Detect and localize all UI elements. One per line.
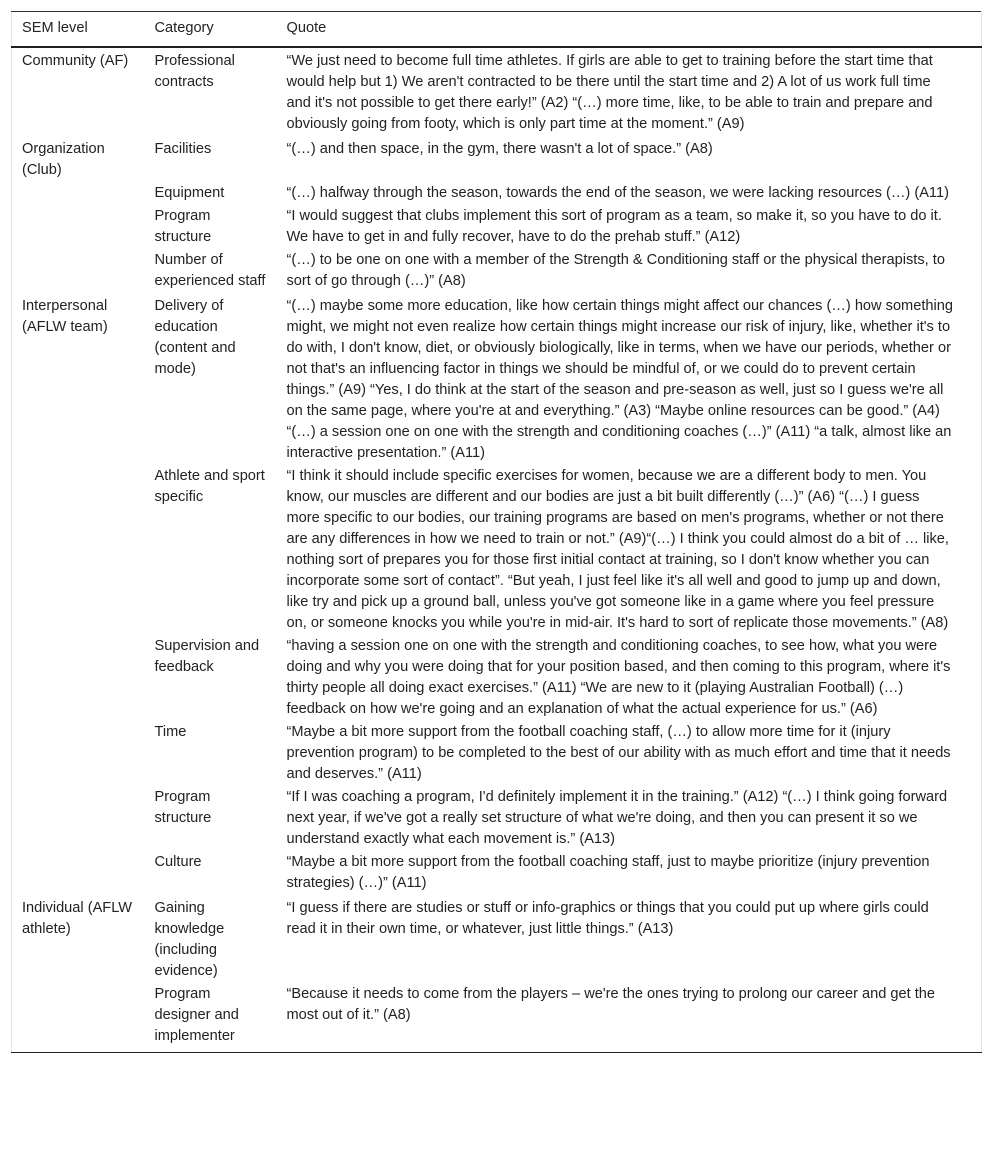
quote-cell: “(…) halfway through the season, towards the end of the season, we were lacking resources (…) (A11) <box>286 185 949 201</box>
category-cell: Number of experienced staff <box>154 252 266 289</box>
category-cell: Supervision and feedback <box>154 638 260 675</box>
table-row <box>12 786 982 851</box>
sem-level-cell <box>12 851 145 895</box>
table-row <box>12 895 982 983</box>
quote-cell: “Because it needs to come from the players – we're the ones trying to prolong our career and get the most out of it.” (A8) <box>286 986 936 1023</box>
sem-level-cell <box>12 182 145 205</box>
table-row <box>12 249 982 293</box>
quote-cell: “I think it should include specific exercises for women, because we are a different body to men. You know, our muscles are different and our bodies are just a bit built differently (…)” (A6) “(…) I guess more specific to our bodies, our training programs are based on men's programs, whether or not there are any differences in how we need to train or not.” (A9)“(…) I think you could almost do a bit of … like, nothing sort of prepares you for those first initial contact at training, so I don't know whether you can incorporate some sort of contact”. “But yeah, I just feel like it's all well and good to jump up and down, like try and pick up a ground ball, unless you've got someone like in a game where you feel pressure on, or someone knocks you while you're in mid-air. It's hard to sort of replicate those movements.” (A8) <box>286 468 949 631</box>
sem-level-cell <box>12 205 145 249</box>
sem-level-cell <box>12 983 145 1053</box>
category-cell: Delivery of education (content and mode) <box>154 298 236 377</box>
table-row <box>12 205 982 249</box>
table-row <box>12 851 982 895</box>
table-row <box>12 983 982 1053</box>
quote-cell: “(…) to be one on one with a member of the Strength & Conditioning staff or the physical therapists, to sort of go through (…)” (A8) <box>286 252 945 289</box>
header-category: Category <box>145 12 277 48</box>
header-quote: Quote <box>277 12 982 48</box>
sem-level-cell <box>12 249 145 293</box>
quote-cell: “If I was coaching a program, I'd definitely implement it in the training.” (A12) “(…) I think going forward next year, if we've got a really set structure of what we're doing, and then you can present it so we understand exactly what each movement is.” (A13) <box>286 789 948 847</box>
quote-cell: “Maybe a bit more support from the football coaching staff, just to maybe prioritize (injury prevention strategies) (…)” (A11) <box>286 854 930 891</box>
category-cell: Program structure <box>154 789 212 826</box>
quote-cell: “(…) and then space, in the gym, there wasn't a lot of space.” (A8) <box>286 141 713 157</box>
sem-level-cell <box>12 721 145 786</box>
category-cell: Culture <box>154 854 202 870</box>
quote-cell: “I guess if there are studies or stuff or info-graphics or things that you could put up where girls could read it in their own time, or whatever, just little things.” (A13) <box>286 900 929 937</box>
category-cell: Athlete and sport specific <box>154 468 265 505</box>
category-cell: Program structure <box>154 208 212 245</box>
category-cell: Professional contracts <box>154 53 235 90</box>
sem-quotes-table <box>11 11 982 1053</box>
category-cell: Program designer and implementer <box>154 986 239 1044</box>
category-cell: Time <box>154 724 187 740</box>
quote-cell: “We just need to become full time athletes. If girls are able to get to training before the start time that would help but 1) We aren't contracted to be there until the start time and 2) A lot of us work full time and it's not possible to get there early!” (A2) “(…) more time, like, to be able to train and prepare and obviously going from footy, which is only part time at the moment.” (A9) <box>286 53 933 132</box>
table-row <box>12 136 982 182</box>
table-row <box>12 635 982 721</box>
quote-cell: “having a session one on one with the strength and conditioning coaches, to see how, what you were doing and why you were doing that for your position based, and then coming to this program, where it's thirty people all doing exact exercises.” (A11) “We are new to it (playing Australian Football) (…) feedback on how we're going and an explanation of what the actual experience for us.” (A6) <box>286 638 951 717</box>
table-row <box>12 293 982 465</box>
quote-cell: “Maybe a bit more support from the football coaching staff, (…) to allow more time for it (injury prevention program) to be completed to the best of our ability with as much effort and time that it needs and deserves.” (A11) <box>286 724 951 782</box>
sem-level-cell: Organization (Club) <box>22 141 105 178</box>
quotes-table-container <box>11 11 981 1053</box>
sem-level-cell <box>12 465 145 635</box>
sem-level-cell <box>12 635 145 721</box>
table-row <box>12 465 982 635</box>
category-cell: Gaining knowledge (including evidence) <box>154 900 225 979</box>
table-row <box>12 47 982 136</box>
table-header-row <box>12 12 982 48</box>
sem-level-cell: Interpersonal (AFLW team) <box>22 298 108 335</box>
sem-level-cell: Community (AF) <box>22 53 129 69</box>
quote-cell: “I would suggest that clubs implement this sort of program as a team, so make it, so you have to do it. We have to get in and fully recover, have to do the prehab stuff.” (A12) <box>286 208 942 245</box>
sem-level-cell: Individual (AFLW athlete) <box>22 900 133 937</box>
header-sem-level: SEM level <box>12 12 145 48</box>
table-row <box>12 182 982 205</box>
sem-level-cell <box>12 786 145 851</box>
table-row <box>12 721 982 786</box>
category-cell: Facilities <box>154 141 212 157</box>
category-cell: Equipment <box>154 185 225 201</box>
quote-cell: “(…) maybe some more education, like how certain things might affect our chances (…) how something might, we might not even realize how certain things might increase our risk of injury, like, whether it's to do with, I don't know, diet, or obviously biologically, like in terms, when we have our periods, whether or not that's an influencing factor in things we should be mindful of, or we could do to prevent certain things.” (A9) “Yes, I do think at the start of the season and pre-season as well, just so I guess we're all on the same page, where you're at and everything.” (A3) “Maybe online resources can be good.” (A4) “(…) a session one on one with the strength and conditioning coaches (…)” (A11) “a talk, almost like an interactive presentation.” (A11) <box>286 298 953 461</box>
